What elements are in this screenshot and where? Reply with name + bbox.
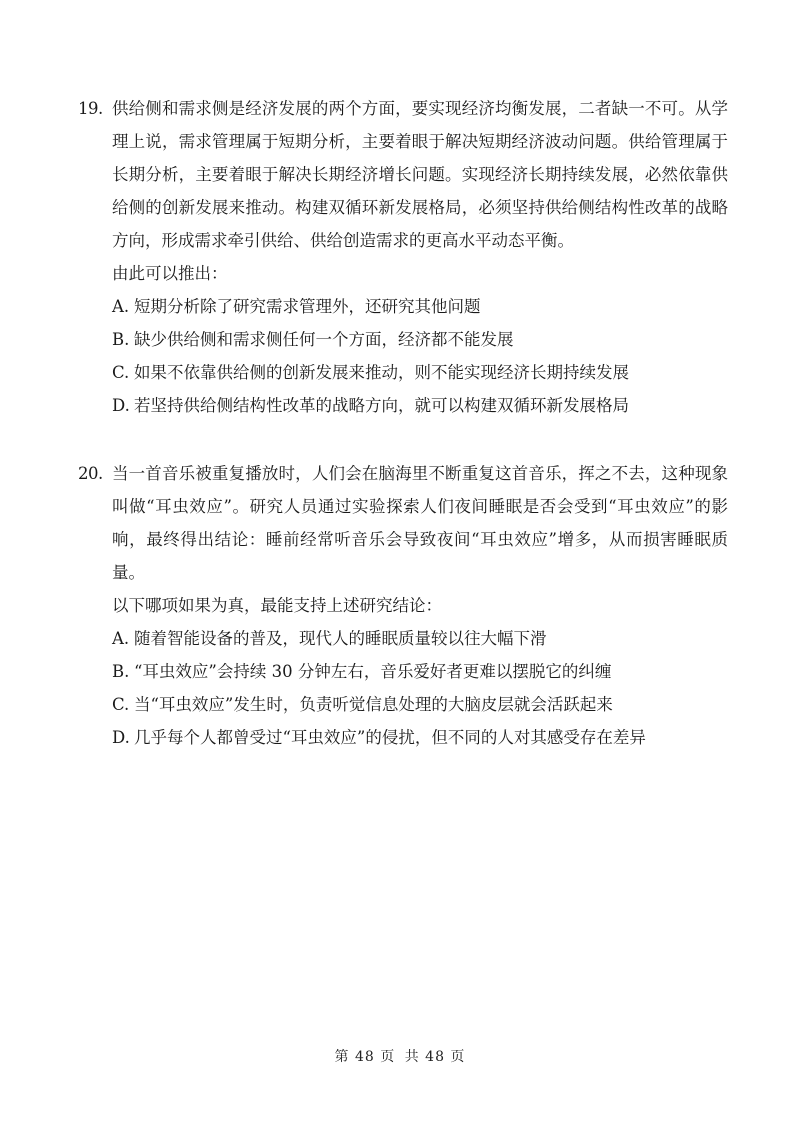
option-letter: C. [112, 695, 130, 714]
question-19 [78, 92, 728, 422]
question-stem [78, 92, 728, 257]
question-number: 19. [78, 99, 103, 118]
option-d [112, 389, 728, 422]
option-text: 缺少供给侧和需求侧任何一个方面，经济都不能发展 [134, 330, 514, 349]
option-c [112, 688, 728, 721]
page-footer [0, 1046, 800, 1066]
option-d [112, 721, 728, 754]
option-letter: B. [112, 662, 130, 681]
option-a [112, 622, 728, 655]
option-letter: D. [112, 728, 130, 747]
option-letter: A. [112, 629, 130, 648]
question-prompt: 以下哪项如果为真，最能支持上述研究结论： [112, 596, 442, 615]
option-c [112, 356, 728, 389]
question-stem [78, 457, 728, 589]
option-text: 如果不依靠供给侧的创新发展来推动，则不能实现经济长期持续发展 [134, 363, 629, 382]
option-text: “耳虫效应”会持续 30 分钟左右，音乐爱好者更难以摆脱它的纠缠 [134, 662, 612, 681]
option-list [78, 290, 728, 422]
option-a [112, 290, 728, 323]
question-stem-text: 供给侧和需求侧是经济发展的两个方面，要实现经济均衡发展，二者缺一不可。从学理上说，需求管理属于短期分析，主要着眼于解决短期经济波动问题。供给管理属于长期分析，主要着眼于解决长期经济增长问题。实现经济长期持续发展，必然依靠供给侧的创新发展来推动。构建双循环新发展格局，必须坚持供给侧结构性改革的战略方向，形成需求牵引供给、供给创造需求的更高水平动态平衡。 [112, 99, 728, 250]
option-text: 随着智能设备的普及，现代人的睡眠质量较以往大幅下滑 [134, 629, 547, 648]
option-b [112, 655, 728, 688]
option-letter: C. [112, 363, 130, 382]
page-number: 第 48 页 [334, 1049, 396, 1065]
option-text: 几乎每个人都曾受过“耳虫效应”的侵扰，但不同的人对其感受存在差异 [134, 728, 646, 747]
option-letter: B. [112, 330, 130, 349]
option-text: 若坚持供给侧结构性改革的战略方向，就可以构建双循环新发展格局 [134, 396, 629, 415]
option-letter: D. [112, 396, 130, 415]
option-letter: A. [112, 297, 130, 316]
option-text: 短期分析除了研究需求管理外，还研究其他问题 [134, 297, 481, 316]
question-stem-text: 当一首音乐被重复播放时，人们会在脑海里不断重复这首音乐，挥之不去，这种现象叫做“耳虫效应”。研究人员通过实验探索人们夜间睡眠是否会受到“耳虫效应”的影响，最终得出结论：睡前经常听音乐会导致夜间“耳虫效应”增多，从而损害睡眠质量。 [112, 464, 728, 582]
page-total: 共 48 页 [404, 1049, 466, 1065]
question-number: 20. [78, 464, 103, 483]
option-text: 当“耳虫效应”发生时，负责听觉信息处理的大脑皮层就会活跃起来 [134, 695, 613, 714]
option-b [112, 323, 728, 356]
question-prompt: 由此可以推出： [112, 264, 228, 283]
question-20 [78, 457, 728, 754]
option-list [78, 622, 728, 754]
